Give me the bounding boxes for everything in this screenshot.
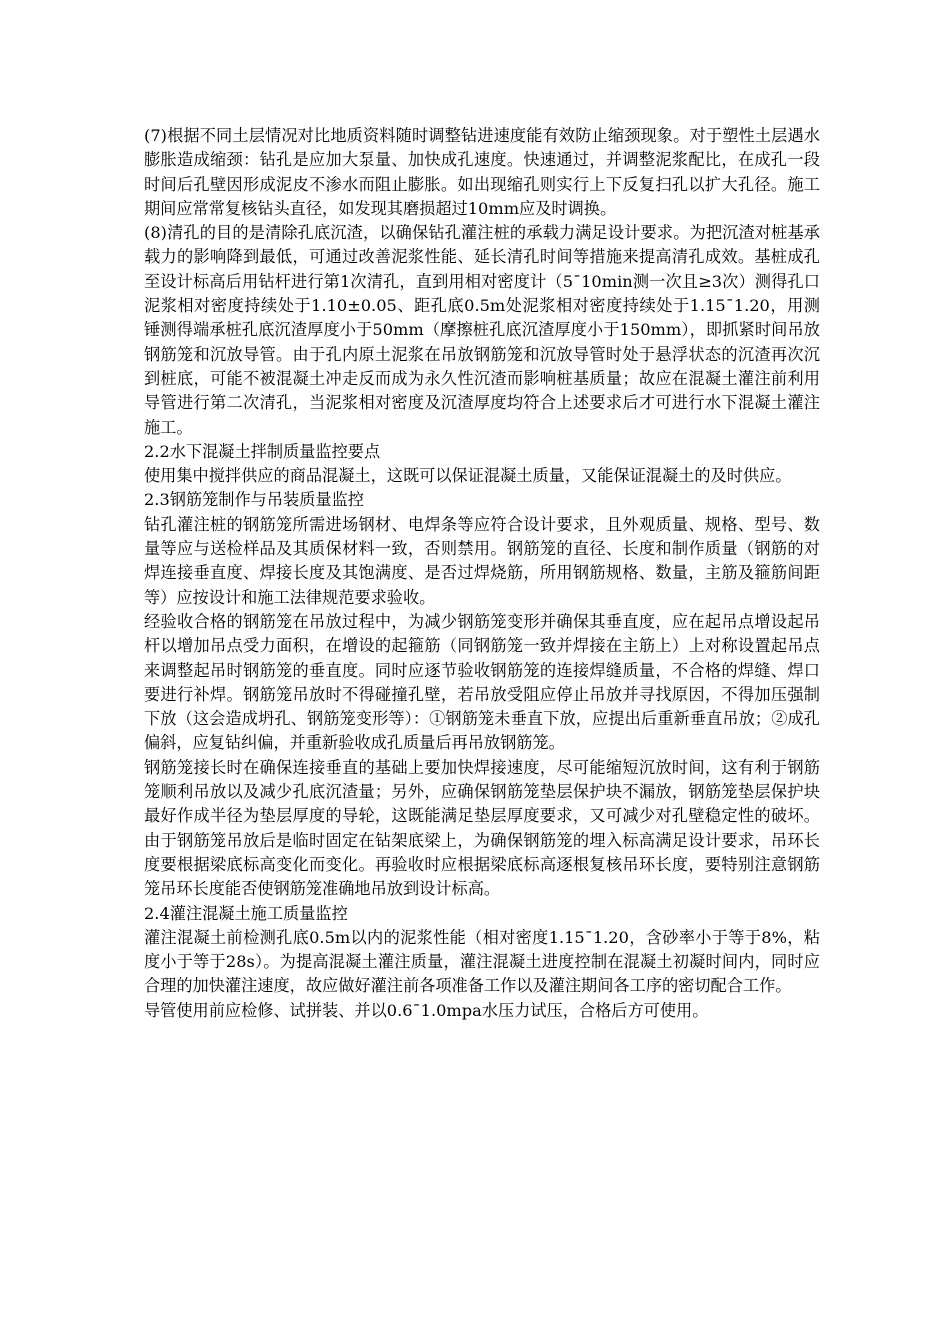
paragraph-cage-lifting: 经验收合格的钢筋笼在吊放过程中，为减少钢筋笼变形并确保其垂直度，应在起吊点增设起吊杆以增加吊点受力面积，在增设的起箍筋（同钢筋笼一致并焊接在主筋上）上对称设置起吊点来调整起吊时钢筋笼的垂直度。同时应逐节验收钢筋笼的连接焊缝质量，不合格的焊缝、焊口要进行补焊。钢筋笼吊放时不得碰撞孔壁，若吊放受阻应停止吊放并寻找原因，不得加压强制下放（这会造成坍孔、钢筋笼变形等）：①钢筋笼未垂直下放，应提出后重新垂直吊放；②成孔偏斜，应复钻纠偏，并重新验收成孔质量后再吊放钢筋笼。 (144, 611, 820, 753)
paragraph-pipe-testing: 导管使用前应检修、试拼装、并以0.6¯1.0mpa水压力试压，合格后方可使用。 (144, 1000, 709, 1020)
paragraph-7-shrink-neck: (7)根据不同土层情况对比地质资料随时调整钻进速度能有效防止缩颈现象。对于塑性土层遇水膨胀造成缩颈：钻孔是应加大泵量、加快成孔速度。快速通过，并调整泥浆配比，在成孔一段时间后孔壁因形成泥皮不渗水而阻止膨胀。如出现缩孔则实行上下反复扫孔以扩大孔径。施工期间应常常复核钻头直径，如发现其磨损超过10mm应及时调换。 (144, 126, 820, 218)
paragraph-cage-extension: 钢筋笼接长时在确保连接垂直的基础上要加快焊接速度，尽可能缩短沉放时间，这有利于钢筋笼顺利吊放以及减少孔底沉渣量；另外，应确保钢筋笼垫层保护块不漏放，钢筋笼垫层保护块最好作成半径为垫层厚度的导轮，这既能满足垫层厚度要求，又可减少对孔壁稳定性的破坏。由于钢筋笼吊放后是临时固定在钻架底梁上，为确保钢筋笼的埋入标高满足设计要求，吊环长度要根据梁底标高变化而变化。再验收时应根据梁底标高逐根复核吊环长度，要特别注意钢筋笼吊环长度能否使钢筋笼准确地吊放到设计标高。 (144, 757, 820, 899)
paragraph-cage-materials: 钻孔灌注桩的钢筋笼所需进场钢材、电焊条等应符合设计要求，且外观质量、规格、型号、数量等应与送检样品及其质保材料一致，否则禁用。钢筋笼的直径、长度和制作质量（钢筋的对焊连接垂直度、焊接长度及其饱满度、是否过焊烧筋，所用钢筋规格、数量，主筋及箍筋间距等）应按设计和施工法律规范要求验收。 (144, 514, 820, 607)
paragraph-8-hole-cleaning: (8)清孔的目的是清除孔底沉渣，以确保钻孔灌注桩的承载力满足设计要求。为把沉渣对桩基承载力的影响降到最低，可通过改善泥浆性能、延长清孔时间等措施来提高清孔成效。基桩成孔至设计标高后用钻杆进行第1次清孔，直到用相对密度计（5¯10min测一次且≥3次）测得孔口泥浆相对密度持续处于1.10±0.05、距孔底0.5m处泥浆相对密度持续处于1.15¯1.20，用测锤测得端承桩孔底沉渣厚度小于50mm（摩擦桩孔底沉渣厚度小于150mm），即抓紧时间吊放钢筋笼和沉放导管。由于孔内原土泥浆在吊放钢筋笼和沉放导管时处于悬浮状态的沉渣再次沉到桩底，可能不被混凝土冲走反而成为永久性沉渣而影响桩基质量；故应在混凝土灌注前利用导管进行第二次清孔，当泥浆相对密度及沉渣厚度均符合上述要求后才可进行水下混凝土灌注施工。 (144, 223, 820, 437)
heading-2-2: 2.2水下混凝土拌制质量监控要点 (144, 441, 381, 461)
paragraph-pouring-prep: 灌注混凝土前检测孔底0.5m以内的泥浆性能（相对密度1.15¯1.20，含砂率小于等于8%，粘度小于等于28s）。为提高混凝土灌注质量，灌注混凝土进度控制在混凝土初凝时间内，同时应合理的加快灌注速度，故应做好灌注前各项准备工作以及灌注期间各工序的密切配合工作。 (144, 927, 820, 996)
document-body (144, 124, 820, 1023)
heading-2-3: 2.3钢筋笼制作与吊装质量监控 (144, 490, 364, 510)
paragraph-concrete-supply: 使用集中搅拌供应的商品混凝土，这既可以保证混凝土质量，又能保证混凝土的及时供应。 (144, 466, 792, 486)
heading-2-4: 2.4灌注混凝土施工质量监控 (144, 903, 348, 923)
